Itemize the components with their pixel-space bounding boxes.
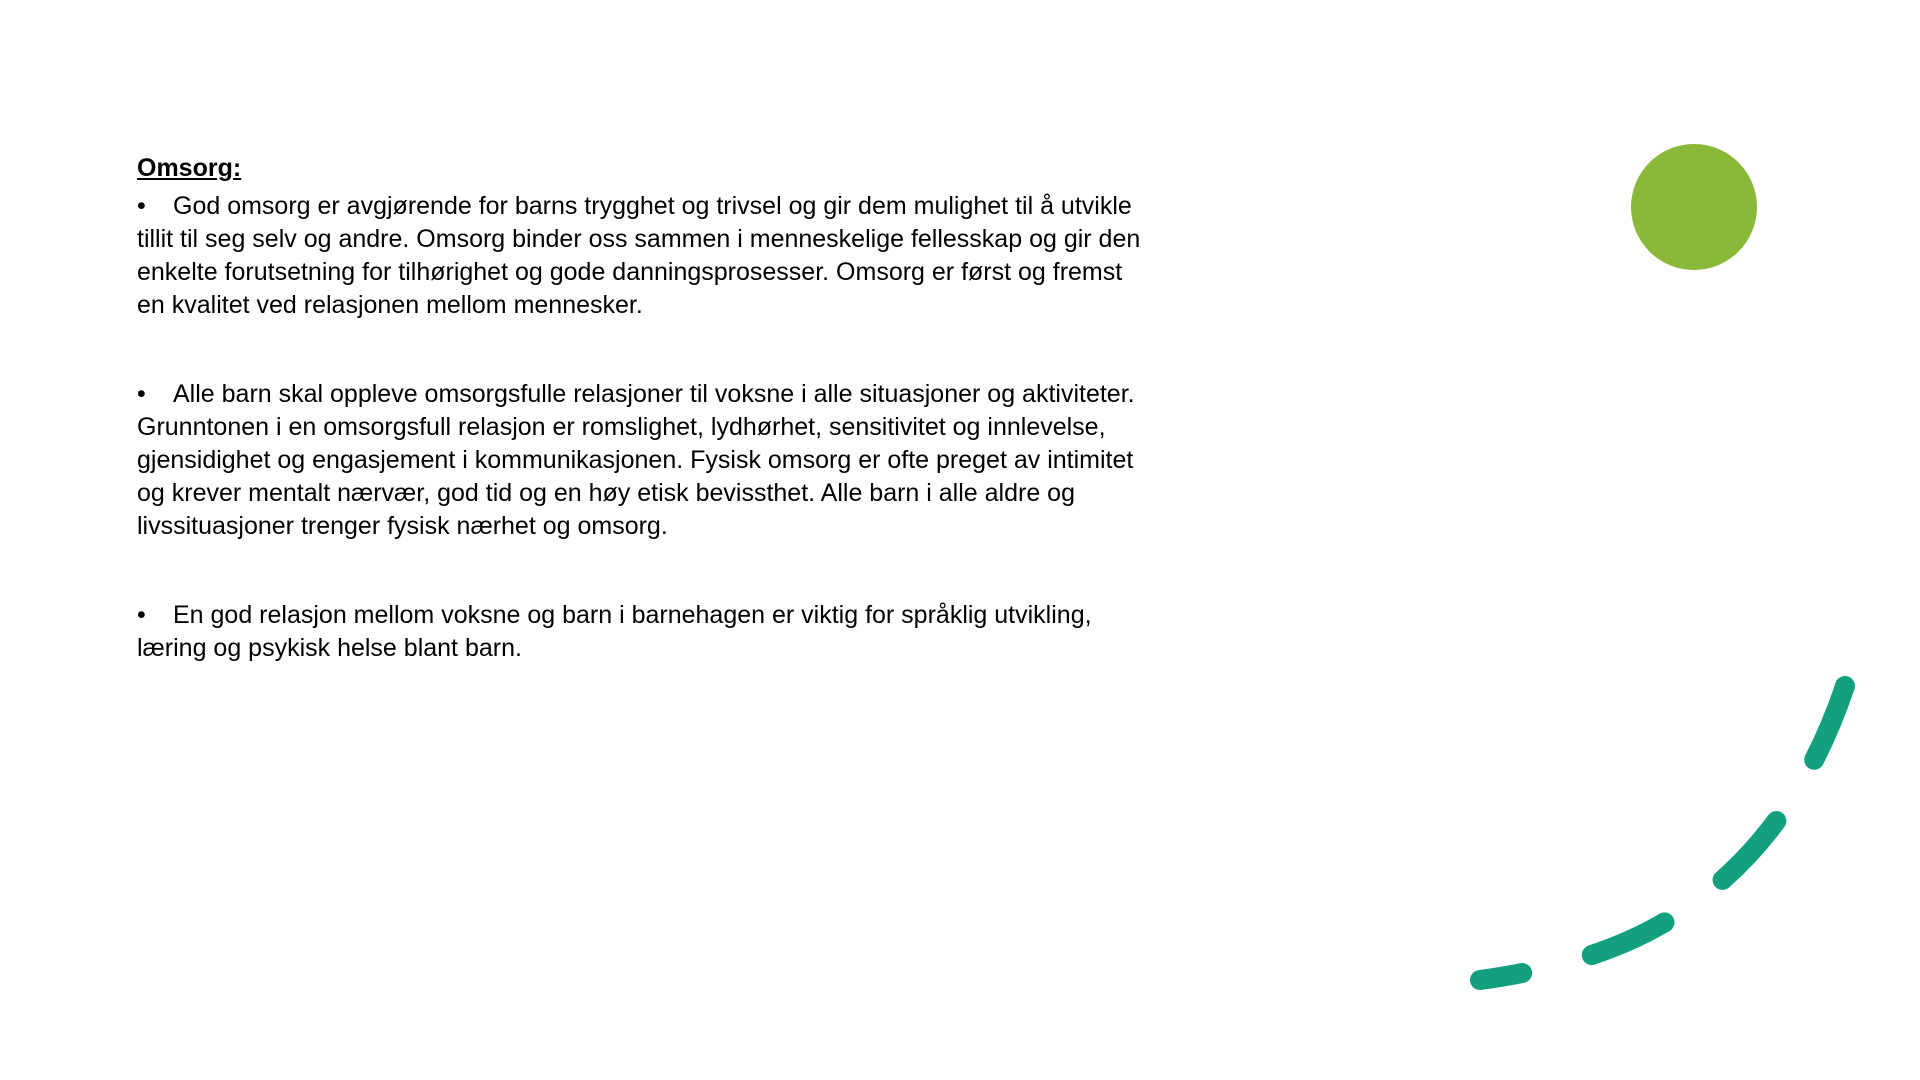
bullet-marker: • bbox=[137, 601, 146, 629]
bullet-marker: • bbox=[137, 380, 146, 408]
bullet-text: God omsorg er avgjørende for barns trygghet og trivsel og gir dem mulighet til å utvikle tillit til seg selv og andre. Omsorg binder oss sammen i menneskelige fellesskap og gir den enkelte forutsetning for tilhørighet og gode danningsprosesser. Omsorg er først og fremst en kvalitet ved relasjonen mellom mennesker. bbox=[137, 192, 1141, 319]
bullet-marker: • bbox=[137, 192, 146, 220]
green-circle-decoration bbox=[1631, 144, 1757, 270]
slide-heading: Omsorg: bbox=[137, 154, 242, 182]
bullet-text: En god relasjon mellom voksne og barn i barnehagen er viktig for språklig utvikling, læring og psykisk helse blant barn. bbox=[137, 601, 1092, 662]
dashed-arc-decoration bbox=[1480, 686, 1845, 980]
bullet-text: Alle barn skal oppleve omsorgsfulle relasjoner til voksne i alle situasjoner og aktiviteter. Grunntonen i en omsorgsfull relasjon er romslighet, lydhørhet, sensitivitet og innlevelse, gjensidighet og engasjement i kommunikasjonen. Fysisk omsorg er ofte preget av intimitet og krever mentalt nærvær, god tid og en høy etisk bevissthet. Alle barn i alle aldre og livssituasjoner trenger fysisk nærhet og omsorg. bbox=[137, 380, 1135, 540]
